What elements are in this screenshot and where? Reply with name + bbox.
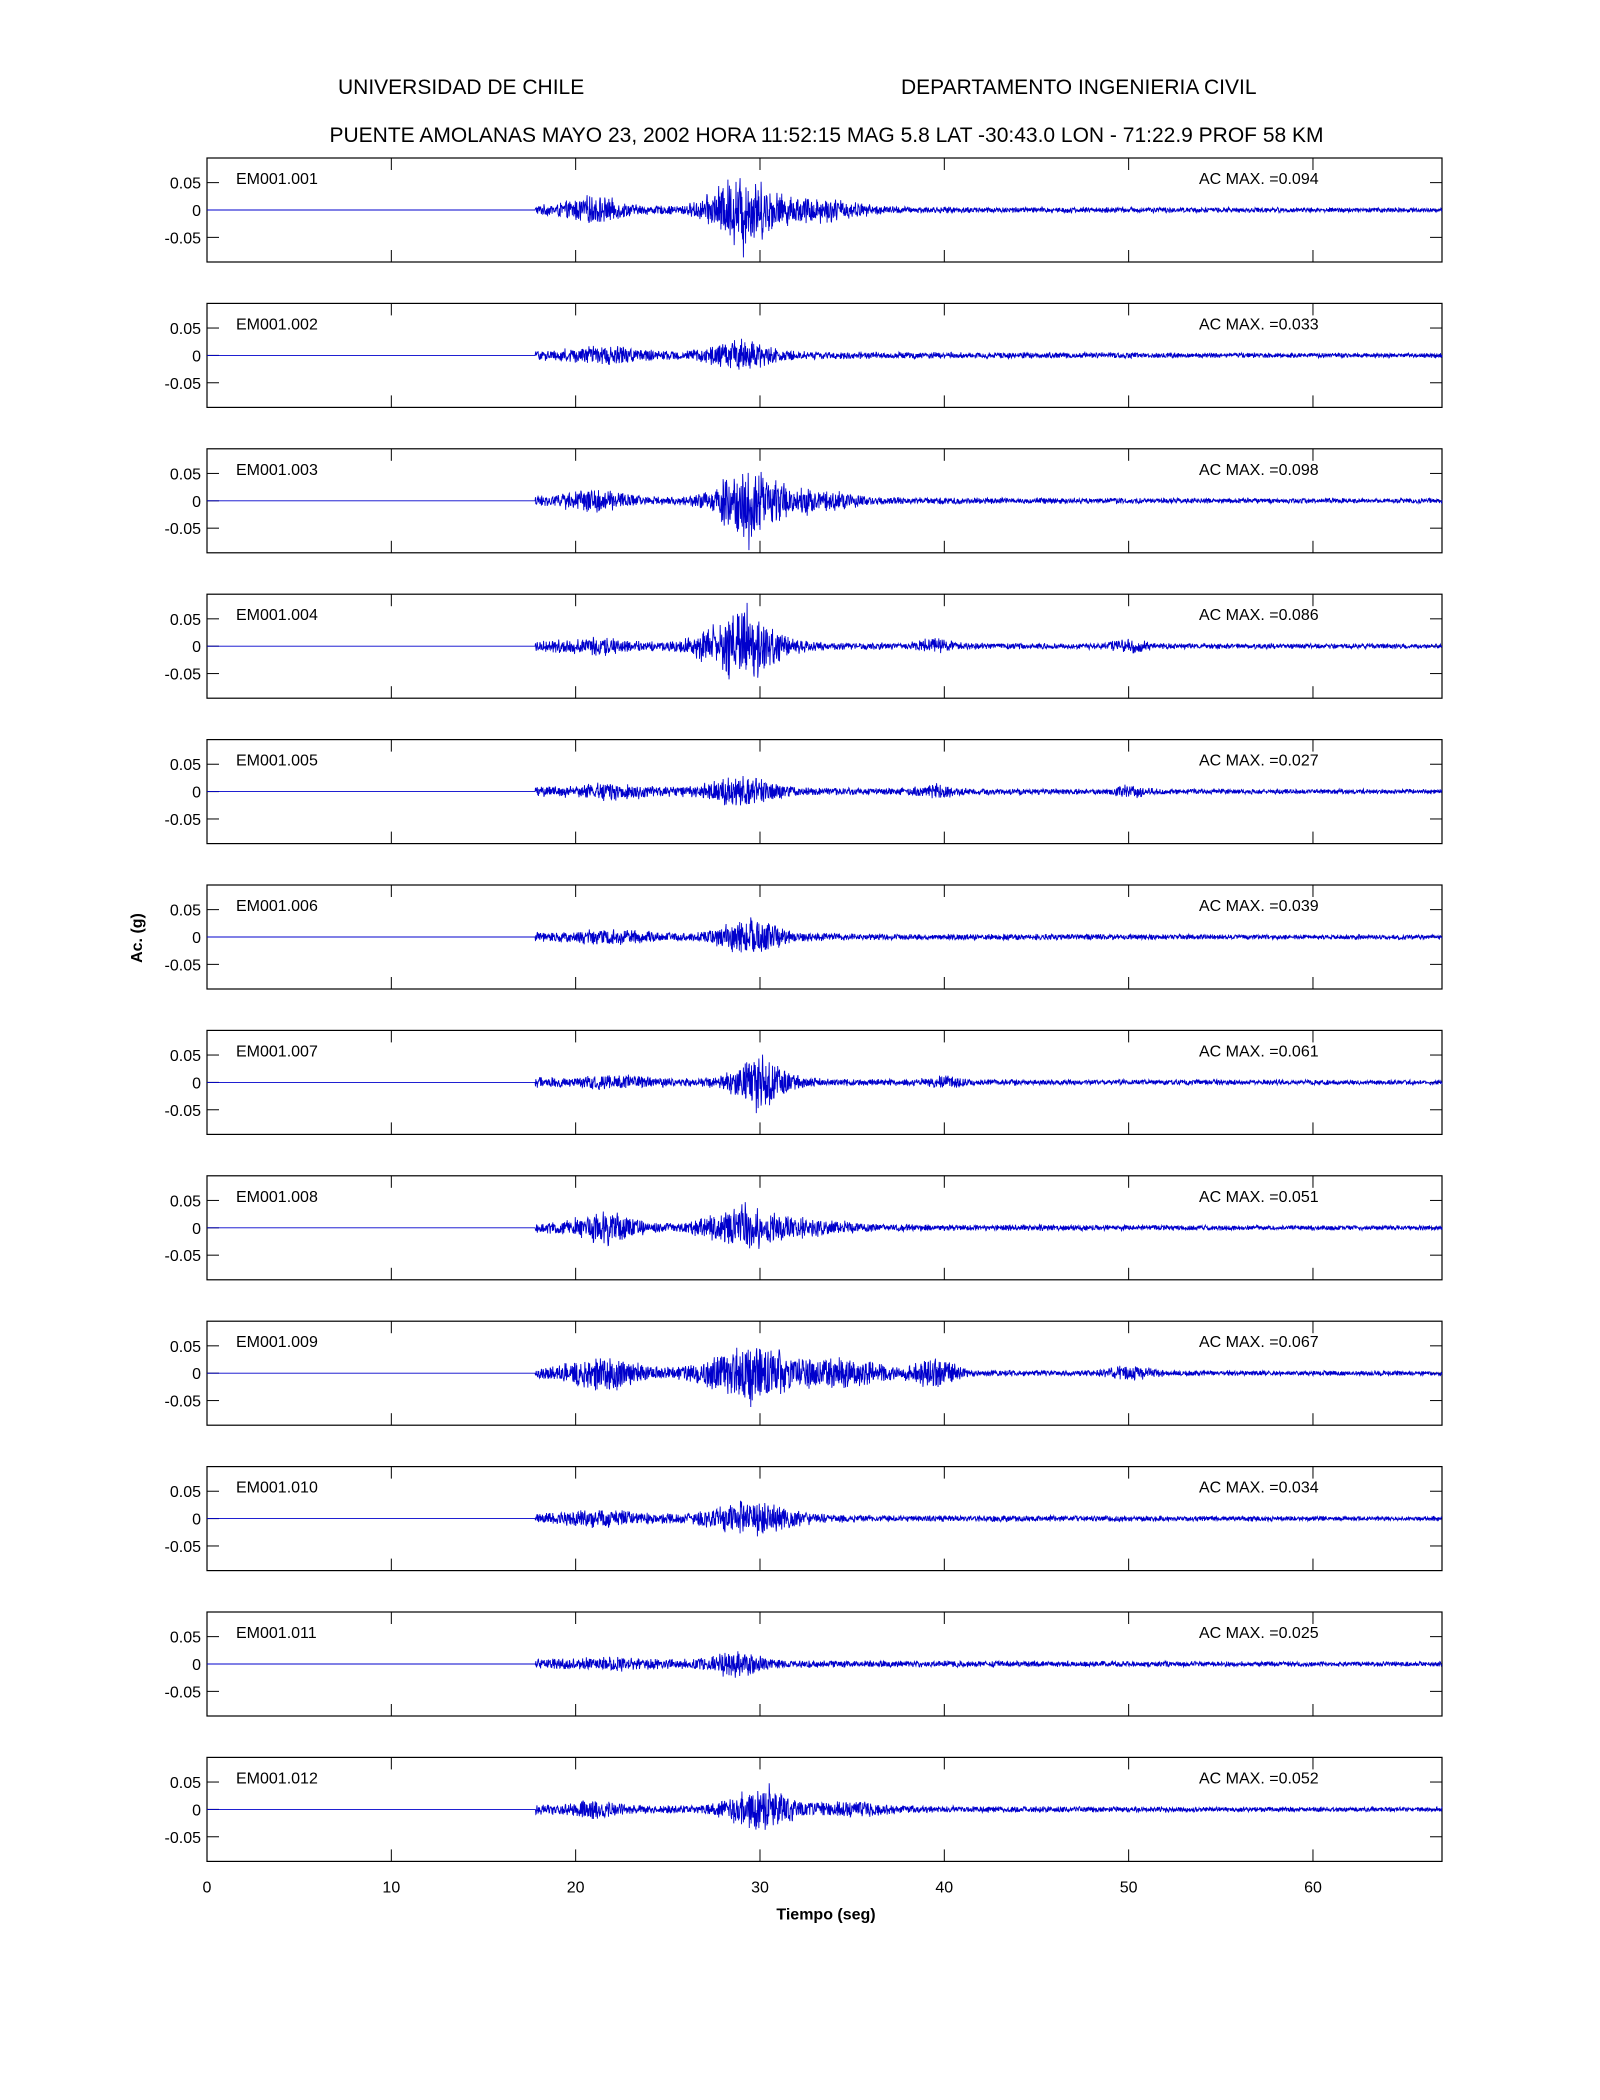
peak-annotation: AC MAX. =0.034 xyxy=(1199,1479,1319,1497)
y-tick-label: 0 xyxy=(192,348,201,366)
y-tick-label: 0 xyxy=(192,1366,201,1384)
x-tick-label: 40 xyxy=(935,1879,954,1897)
peak-annotation: AC MAX. =0.067 xyxy=(1199,1334,1319,1352)
series-label: EM001.010 xyxy=(236,1479,318,1497)
peak-annotation: AC MAX. =0.033 xyxy=(1199,316,1319,334)
y-tick-label: 0.05 xyxy=(169,757,201,775)
peak-annotation: AC MAX. =0.052 xyxy=(1199,1770,1319,1788)
trace-panel xyxy=(165,885,1442,989)
waveform-trace xyxy=(207,472,1442,550)
peak-annotation: AC MAX. =0.051 xyxy=(1199,1188,1319,1206)
y-axis-title: Ac. (g) xyxy=(129,913,146,963)
series-label: EM001.008 xyxy=(236,1188,318,1206)
y-tick-label: -0.05 xyxy=(164,666,201,684)
y-tick-label: 0.05 xyxy=(169,1193,201,1211)
y-tick-label: -0.05 xyxy=(164,811,201,829)
trace-panel xyxy=(165,158,1442,262)
y-tick-label: -0.05 xyxy=(164,521,201,539)
series-label: EM001.005 xyxy=(236,752,318,770)
series-label: EM001.002 xyxy=(236,316,318,334)
series-label: EM001.001 xyxy=(236,171,318,188)
y-tick-label: 0.05 xyxy=(169,902,201,920)
trace-panel xyxy=(165,1321,1442,1425)
y-tick-label: 0.05 xyxy=(169,321,201,339)
peak-annotation: AC MAX. =0.025 xyxy=(1199,1625,1319,1642)
y-tick-label: 0.05 xyxy=(169,1338,201,1356)
y-tick-label: 0 xyxy=(192,493,201,511)
department-title: DEPARTAMENTO INGENIERIA CIVIL xyxy=(901,76,1257,99)
trace-panel xyxy=(165,1030,1442,1134)
trace-panel xyxy=(165,740,1442,844)
waveform-trace xyxy=(207,1501,1442,1537)
y-tick-label: 0.05 xyxy=(169,611,201,629)
y-tick-label: -0.05 xyxy=(164,1393,201,1411)
y-tick-label: -0.05 xyxy=(164,1829,201,1847)
y-tick-label: 0.05 xyxy=(169,1775,201,1793)
x-tick-label: 10 xyxy=(382,1879,401,1897)
x-tick-label: 20 xyxy=(566,1879,585,1897)
y-tick-label: 0 xyxy=(192,1075,201,1093)
peak-annotation: AC MAX. =0.039 xyxy=(1199,898,1319,915)
y-tick-label: 0 xyxy=(192,1802,201,1820)
y-tick-label: -0.05 xyxy=(164,1684,201,1702)
trace-panel xyxy=(165,1467,1442,1571)
trace-panel xyxy=(165,449,1442,553)
y-tick-label: 0.05 xyxy=(169,1048,201,1066)
peak-annotation: AC MAX. =0.094 xyxy=(1199,171,1319,188)
institution-title: UNIVERSIDAD DE CHILE xyxy=(338,76,585,99)
peak-annotation: AC MAX. =0.086 xyxy=(1199,607,1319,625)
y-tick-label: 0 xyxy=(192,639,201,657)
y-tick-label: -0.05 xyxy=(164,1102,201,1120)
series-label: EM001.004 xyxy=(236,607,318,625)
trace-panel xyxy=(165,594,1442,698)
waveform-trace xyxy=(207,1055,1442,1114)
peak-annotation: AC MAX. =0.061 xyxy=(1199,1043,1319,1061)
series-label: EM001.009 xyxy=(236,1334,318,1352)
trace-panel xyxy=(165,1612,1442,1716)
event-description: PUENTE AMOLANAS MAYO 23, 2002 HORA 11:52:15 MAG 5.8 LAT -30:43.0 LON - 71:22.9 PROF 58 KM xyxy=(329,124,1324,147)
y-tick-label: 0 xyxy=(192,1220,201,1238)
waveform-trace xyxy=(207,339,1442,370)
y-tick-label: -0.05 xyxy=(164,230,201,248)
y-tick-label: 0.05 xyxy=(169,1484,201,1502)
y-tick-label: 0 xyxy=(192,1511,201,1529)
trace-panel xyxy=(165,1757,1442,1861)
y-tick-label: 0 xyxy=(192,1657,201,1674)
peak-annotation: AC MAX. =0.098 xyxy=(1199,461,1319,479)
x-tick-label: 50 xyxy=(1119,1879,1138,1897)
trace-panel xyxy=(165,1176,1442,1280)
series-label: EM001.003 xyxy=(236,461,318,479)
peak-annotation: AC MAX. =0.027 xyxy=(1199,752,1319,770)
y-tick-label: -0.05 xyxy=(164,375,201,393)
y-tick-label: 0 xyxy=(192,203,201,220)
waveform-trace xyxy=(207,1348,1442,1407)
series-label: EM001.012 xyxy=(236,1770,318,1788)
y-tick-label: 0 xyxy=(192,930,201,947)
x-tick-label: 60 xyxy=(1304,1879,1322,1897)
y-tick-label: 0.05 xyxy=(169,466,201,484)
waveform-trace xyxy=(207,1651,1442,1677)
y-tick-label: 0 xyxy=(192,784,201,802)
x-tick-label: 30 xyxy=(751,1879,769,1897)
y-tick-label: -0.05 xyxy=(164,1248,201,1266)
x-axis-title: Tiempo (seg) xyxy=(776,1906,876,1924)
trace-panel xyxy=(165,303,1442,407)
y-tick-label: -0.05 xyxy=(164,957,201,975)
waveform-trace xyxy=(207,1202,1442,1249)
waveform-trace xyxy=(207,917,1442,952)
y-tick-label: 0.05 xyxy=(169,175,201,193)
series-label: EM001.007 xyxy=(236,1043,318,1061)
x-tick-label: 0 xyxy=(202,1879,212,1897)
series-label: EM001.006 xyxy=(236,898,318,915)
waveform-trace xyxy=(207,1783,1442,1830)
series-label: EM001.011 xyxy=(236,1625,317,1642)
waveform-trace xyxy=(207,178,1442,257)
y-tick-label: 0.05 xyxy=(169,1629,201,1647)
y-tick-label: -0.05 xyxy=(164,1538,201,1556)
waveform-trace xyxy=(207,776,1442,805)
